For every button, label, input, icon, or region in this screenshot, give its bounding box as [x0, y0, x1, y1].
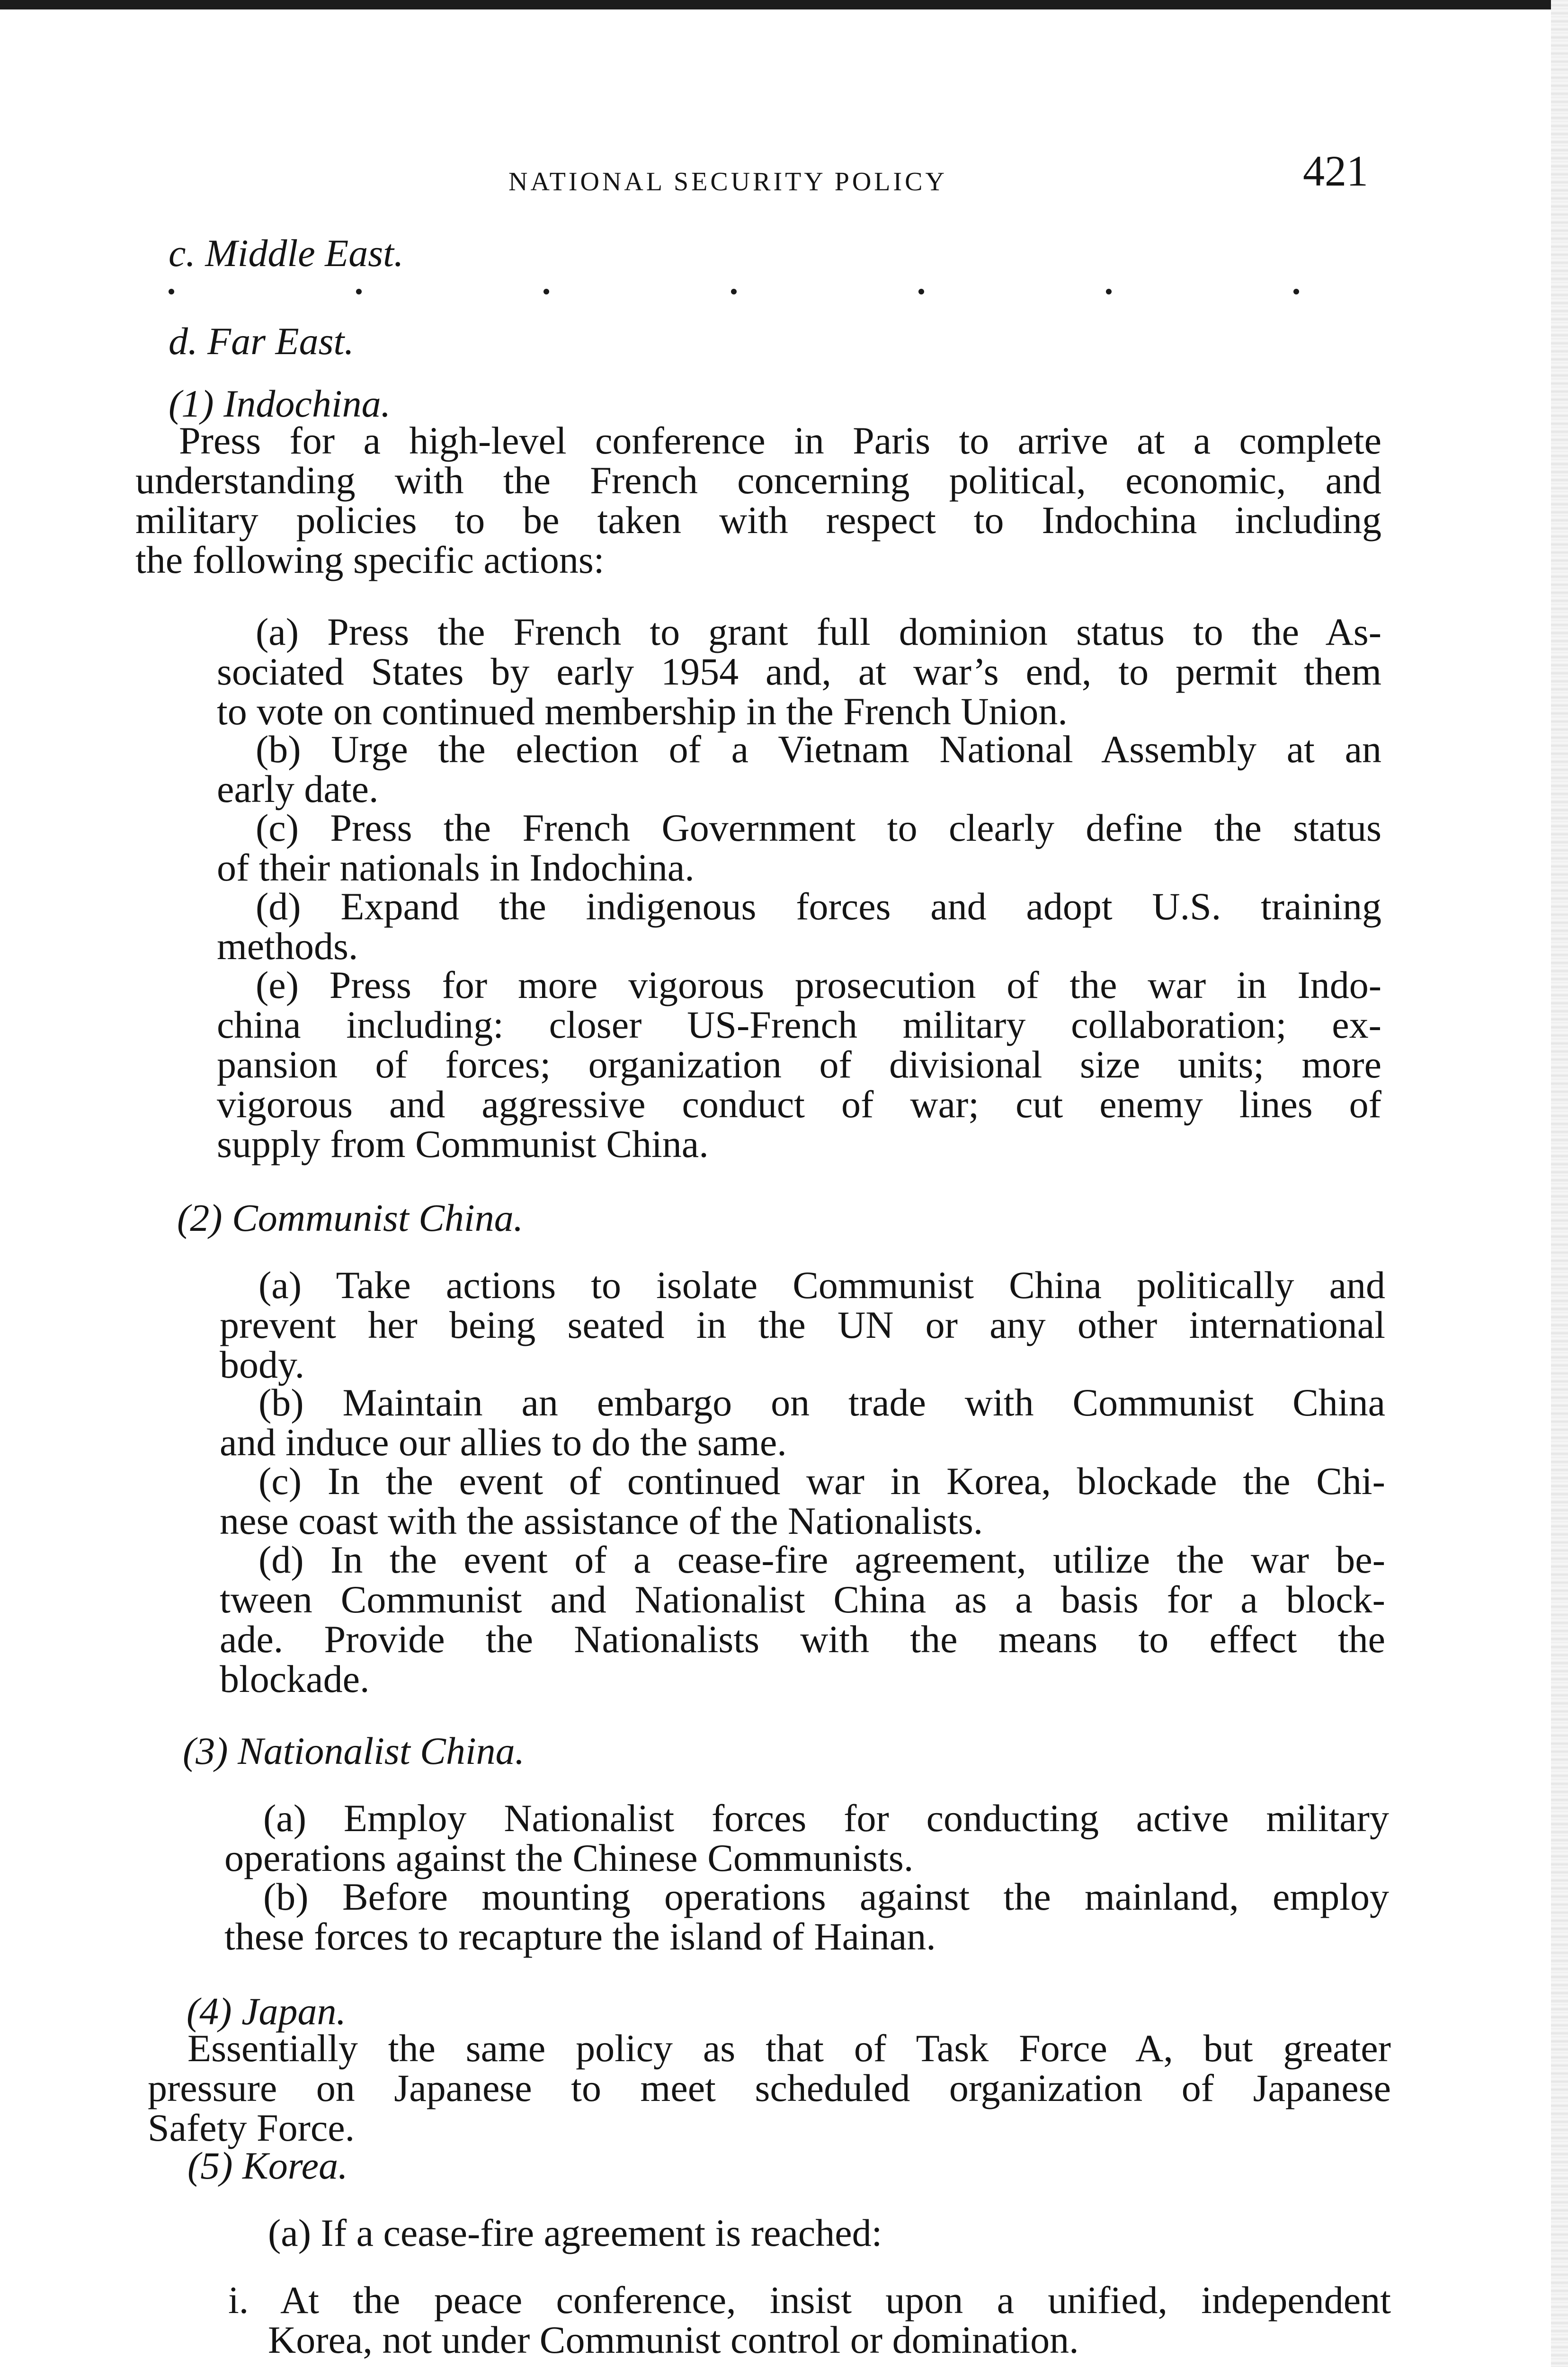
nationalist-china-heading: (3) Nationalist China.	[183, 1729, 525, 1772]
nationalist-china-item-a-line: operations against the Chinese Communists.	[224, 1836, 914, 1879]
communist-china-item-d-line: ade. Provide the Nationalists with the means to effect the	[220, 1618, 1385, 1661]
japan-text-line: pressure on Japanese to meet scheduled organization of Japanese	[148, 2066, 1391, 2109]
indochina-intro-line: military policies to be taken with respect to Indochina including	[135, 498, 1381, 542]
korea-item-i-line: Korea, not under Communist control or domination.	[268, 2318, 1079, 2361]
communist-china-item-b-line: (b) Maintain an embargo on trade with Communist China	[258, 1381, 1385, 1424]
nationalist-china-item-b-line: these forces to recapture the island of Hainan.	[224, 1915, 936, 1958]
communist-china-item-c-line: nese coast with the assistance of the Nationalists.	[220, 1499, 983, 1542]
communist-china-item-d-line: tween Communist and Nationalist China as a basis for a block-	[220, 1578, 1385, 1621]
indochina-heading: (1) Indochina.	[169, 382, 391, 425]
ellipsis-dot	[169, 289, 174, 294]
communist-china-item-a-line: prevent her being seated in the UN or any other international	[220, 1303, 1385, 1346]
indochina-item-e-line: (e) Press for more vigorous prosecution of the war in Indo-	[256, 963, 1381, 1006]
japan-text-line: Safety Force.	[148, 2106, 355, 2149]
indochina-item-e-line: china including: closer US-French military collaboration; ex-	[217, 1003, 1381, 1046]
nationalist-china-item-b-line: (b) Before mounting operations against the mainland, employ	[263, 1875, 1389, 1918]
middle-east-heading: c. Middle East.	[169, 231, 404, 275]
indochina-item-b-line: (b) Urge the election of a Vietnam National Assembly at an	[256, 728, 1381, 771]
indochina-item-c-line: (c) Press the French Government to clearly define the status	[256, 806, 1381, 849]
indochina-item-e-line: pansion of forces; organization of divisional size units; more	[217, 1043, 1381, 1086]
page-number: 421	[1303, 147, 1368, 195]
korea-heading: (5) Korea.	[187, 2144, 348, 2187]
japan-text-line: Essentially the same policy as that of Task Force A, but greater	[187, 2027, 1391, 2070]
communist-china-item-b-line: and induce our allies to do the same.	[220, 1421, 787, 1464]
indochina-item-d-line: methods.	[217, 925, 358, 968]
indochina-intro-line: Press for a high-level conference in Paris to arrive at a complete	[179, 419, 1381, 462]
indochina-item-a-line: to vote on continued membership in the French Union.	[217, 690, 1068, 733]
omission-ellipsis	[169, 275, 1295, 303]
indochina-item-d-line: (d) Expand the indigenous forces and adopt U.S. training	[256, 885, 1381, 928]
korea-item-i-line: i. At the peace conference, insist upon a unified, independent	[228, 2278, 1391, 2322]
indochina-intro-line: the following specific actions:	[135, 538, 605, 581]
ellipsis-dot	[1106, 289, 1112, 294]
korea-item-a: (a) If a cease-fire agreement is reached:	[268, 2211, 882, 2254]
communist-china-item-a-line: (a) Take actions to isolate Communist China politically and	[258, 1264, 1385, 1307]
right-page-edge	[1551, 0, 1568, 2367]
nationalist-china-item-a-line: (a) Employ Nationalist forces for conducting active military	[263, 1797, 1389, 1840]
indochina-item-c-line: of their nationals in Indochina.	[217, 846, 695, 889]
indochina-item-e-line: vigorous and aggressive conduct of war; cut enemy lines of	[217, 1083, 1381, 1126]
indochina-item-b-line: early date.	[217, 767, 379, 810]
ellipsis-dot	[731, 289, 737, 294]
far-east-heading: d. Far East.	[169, 320, 354, 363]
communist-china-item-d-line: (d) In the event of a cease-fire agreement, utilize the war be-	[258, 1538, 1385, 1581]
ellipsis-dot	[543, 289, 549, 294]
communist-china-item-d-line: blockade.	[220, 1657, 370, 1700]
indochina-item-a-line: (a) Press the French to grant full dominion status to the As-	[256, 610, 1381, 653]
communist-china-heading: (2) Communist China.	[177, 1196, 524, 1239]
running-header: NATIONAL SECURITY POLICY	[508, 167, 947, 196]
ellipsis-dot	[918, 289, 924, 294]
indochina-intro-line: understanding with the French concerning political, economic, and	[135, 459, 1381, 502]
ellipsis-dot	[356, 289, 362, 294]
communist-china-item-c-line: (c) In the event of continued war in Korea, blockade the Chi-	[258, 1459, 1385, 1503]
indochina-item-a-line: sociated States by early 1954 and, at war’s end, to permit them	[217, 650, 1381, 693]
ellipsis-dot	[1293, 289, 1299, 294]
indochina-item-e-line: supply from Communist China.	[217, 1122, 709, 1166]
japan-heading: (4) Japan.	[187, 1990, 347, 2033]
communist-china-item-a-line: body.	[220, 1343, 305, 1386]
